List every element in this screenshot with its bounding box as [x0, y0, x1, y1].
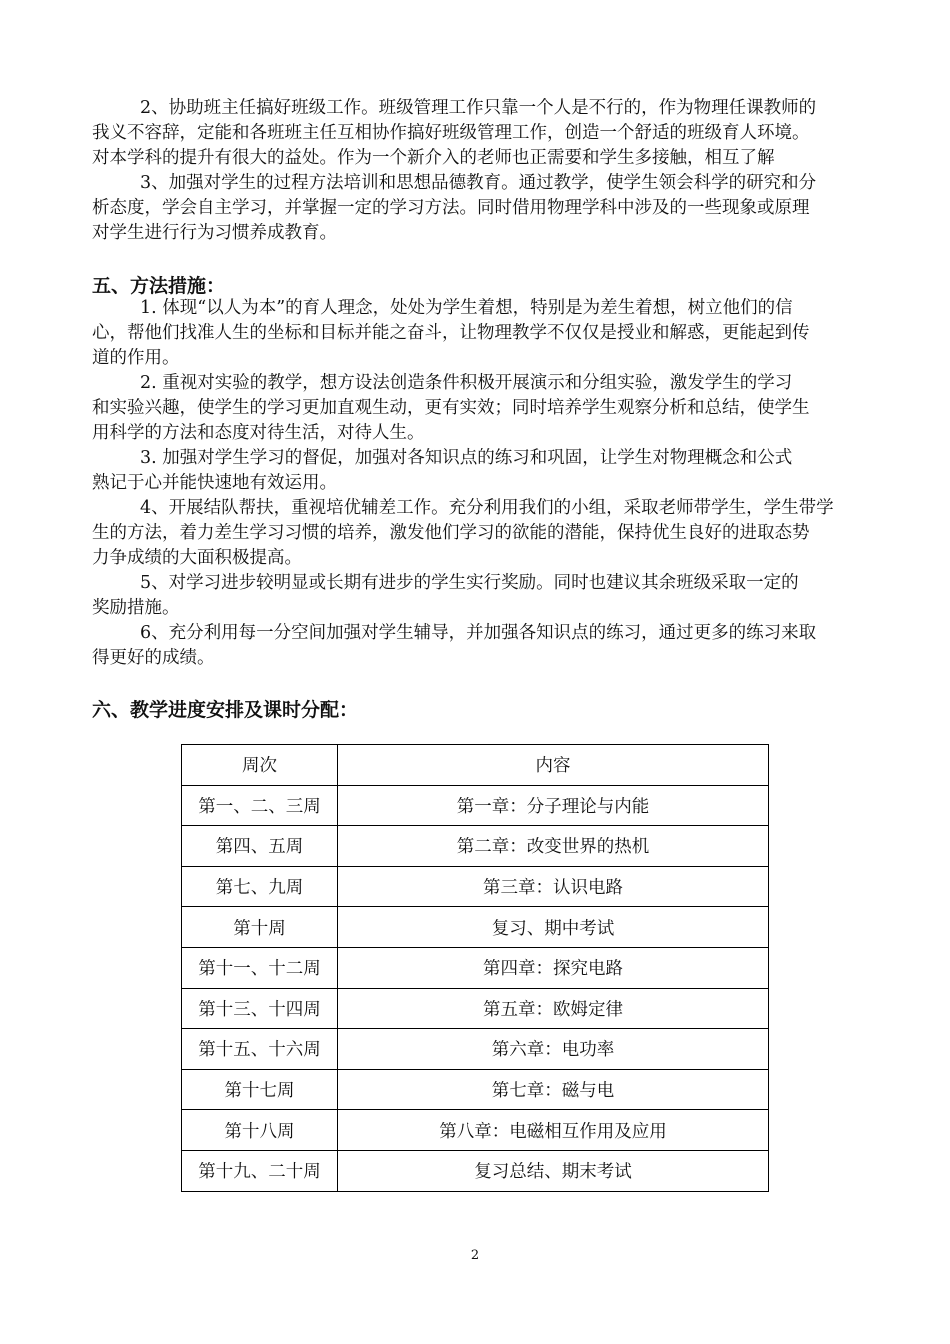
- cell-week: 第七、九周: [182, 866, 338, 907]
- header-week: 周次: [182, 745, 338, 786]
- text-line: 对学生进行行为习惯养成教育。: [92, 223, 337, 243]
- table-row: [182, 947, 769, 988]
- cell-content: 第五章：欧姆定律: [338, 988, 769, 1029]
- text-line: 心，帮他们找准人生的坐标和目标并能之奋斗，让物理教学不仅仅是授业和解惑，更能起到传: [92, 323, 810, 343]
- text-line: 用科学的方法和态度对待生活，对待人生。: [92, 423, 425, 443]
- cell-week: 第十周: [182, 907, 338, 948]
- table-row: [182, 826, 769, 867]
- table-row: [182, 1110, 769, 1151]
- method-item-1: [92, 296, 862, 371]
- table-row: [182, 1150, 769, 1191]
- page-number: 2: [470, 1248, 480, 1263]
- table-row: [182, 1029, 769, 1070]
- table-row: [182, 1069, 769, 1110]
- cell-content: 第四章：探究电路: [338, 947, 769, 988]
- table-row: [182, 907, 769, 948]
- text-line: 3、加强对学生的过程方法培训和思想品德教育。通过教学，使学生领会科学的研究和分: [140, 173, 817, 193]
- text-line: 析态度，学会自主学习，并掌握一定的学习方法。同时借用物理学科中涉及的一些现象或原理: [92, 198, 810, 218]
- text-line: 6、充分利用每一分空间加强对学生辅导，并加强各知识点的练习，通过更多的练习来取: [140, 623, 817, 643]
- schedule-table: [181, 744, 769, 1192]
- cell-week: 第十七周: [182, 1069, 338, 1110]
- method-item-6: [92, 621, 862, 671]
- cell-week: 第十一、十二周: [182, 947, 338, 988]
- section-heading-schedule: 六、教学进度安排及课时分配：: [92, 699, 359, 721]
- cell-week: 第十九、二十周: [182, 1150, 338, 1191]
- text-line: 生的方法，着力差生学习习惯的培养，激发他们学习的欲能的潜能，保持优生良好的进取态势: [92, 523, 810, 543]
- text-line: 奖励措施。: [92, 598, 180, 618]
- text-line: 3. 加强对学生学习的督促，加强对各知识点的练习和巩固，让学生对物理概念和公式: [140, 448, 793, 468]
- method-item-2: [92, 371, 862, 446]
- section-heading-methods: 五、方法措施：: [92, 275, 226, 297]
- method-item-3: [92, 446, 862, 496]
- method-item-4: [92, 496, 862, 571]
- item-process-method-training: [92, 171, 862, 246]
- cell-week: 第十八周: [182, 1110, 338, 1151]
- text-line: 熟记于心并能快速地有效运用。: [92, 473, 337, 493]
- text-line: 我义不容辞，定能和各班班主任互相协作搞好班级管理工作，创造一个舒适的班级育人环境。: [92, 123, 810, 143]
- cell-content: 复习总结、期末考试: [338, 1150, 769, 1191]
- method-item-5: [92, 571, 862, 621]
- cell-content: 第一章：分子理论与内能: [338, 785, 769, 826]
- cell-content: 第八章：电磁相互作用及应用: [338, 1110, 769, 1151]
- cell-week: 第四、五周: [182, 826, 338, 867]
- cell-week: 第十三、十四周: [182, 988, 338, 1029]
- table-row: [182, 988, 769, 1029]
- header-content: 内容: [338, 745, 769, 786]
- cell-content: 第六章：电功率: [338, 1029, 769, 1070]
- table-header-row: [182, 745, 769, 786]
- text-line: 1. 体现“以人为本”的育人理念，处处为学生着想，特别是为差生着想，树立他们的信: [140, 298, 793, 318]
- text-line: 得更好的成绩。: [92, 648, 215, 668]
- text-line: 2、协助班主任搞好班级工作。班级管理工作只靠一个人是不行的，作为物理任课教师的: [140, 98, 817, 118]
- text-line: 道的作用。: [92, 348, 180, 368]
- cell-content: 第二章：改变世界的热机: [338, 826, 769, 867]
- text-line: 5、对学习进步较明显或长期有进步的学生实行奖励。同时也建议其余班级采取一定的: [140, 573, 799, 593]
- cell-content: 第七章：磁与电: [338, 1069, 769, 1110]
- table-row: [182, 866, 769, 907]
- table-row: [182, 785, 769, 826]
- cell-week: 第十五、十六周: [182, 1029, 338, 1070]
- text-line: 4、开展结队帮扶，重视培优辅差工作。充分利用我们的小组，采取老师带学生，学生带学: [140, 498, 834, 518]
- item-coordinate-head-teacher: [92, 96, 862, 171]
- text-line: 力争成绩的大面积极提高。: [92, 548, 302, 568]
- text-line: 和实验兴趣，使学生的学习更加直观生动，更有实效；同时培养学生观察分析和总结，使学生: [92, 398, 810, 418]
- text-line: 2. 重视对实验的教学，想方设法创造条件积极开展演示和分组实验，激发学生的学习: [140, 373, 793, 393]
- cell-week: 第一、二、三周: [182, 785, 338, 826]
- text-line: 对本学科的提升有很大的益处。作为一个新介入的老师也正需要和学生多接触，相互了解: [92, 148, 775, 168]
- cell-content: 复习、期中考试: [338, 907, 769, 948]
- cell-content: 第三章：认识电路: [338, 866, 769, 907]
